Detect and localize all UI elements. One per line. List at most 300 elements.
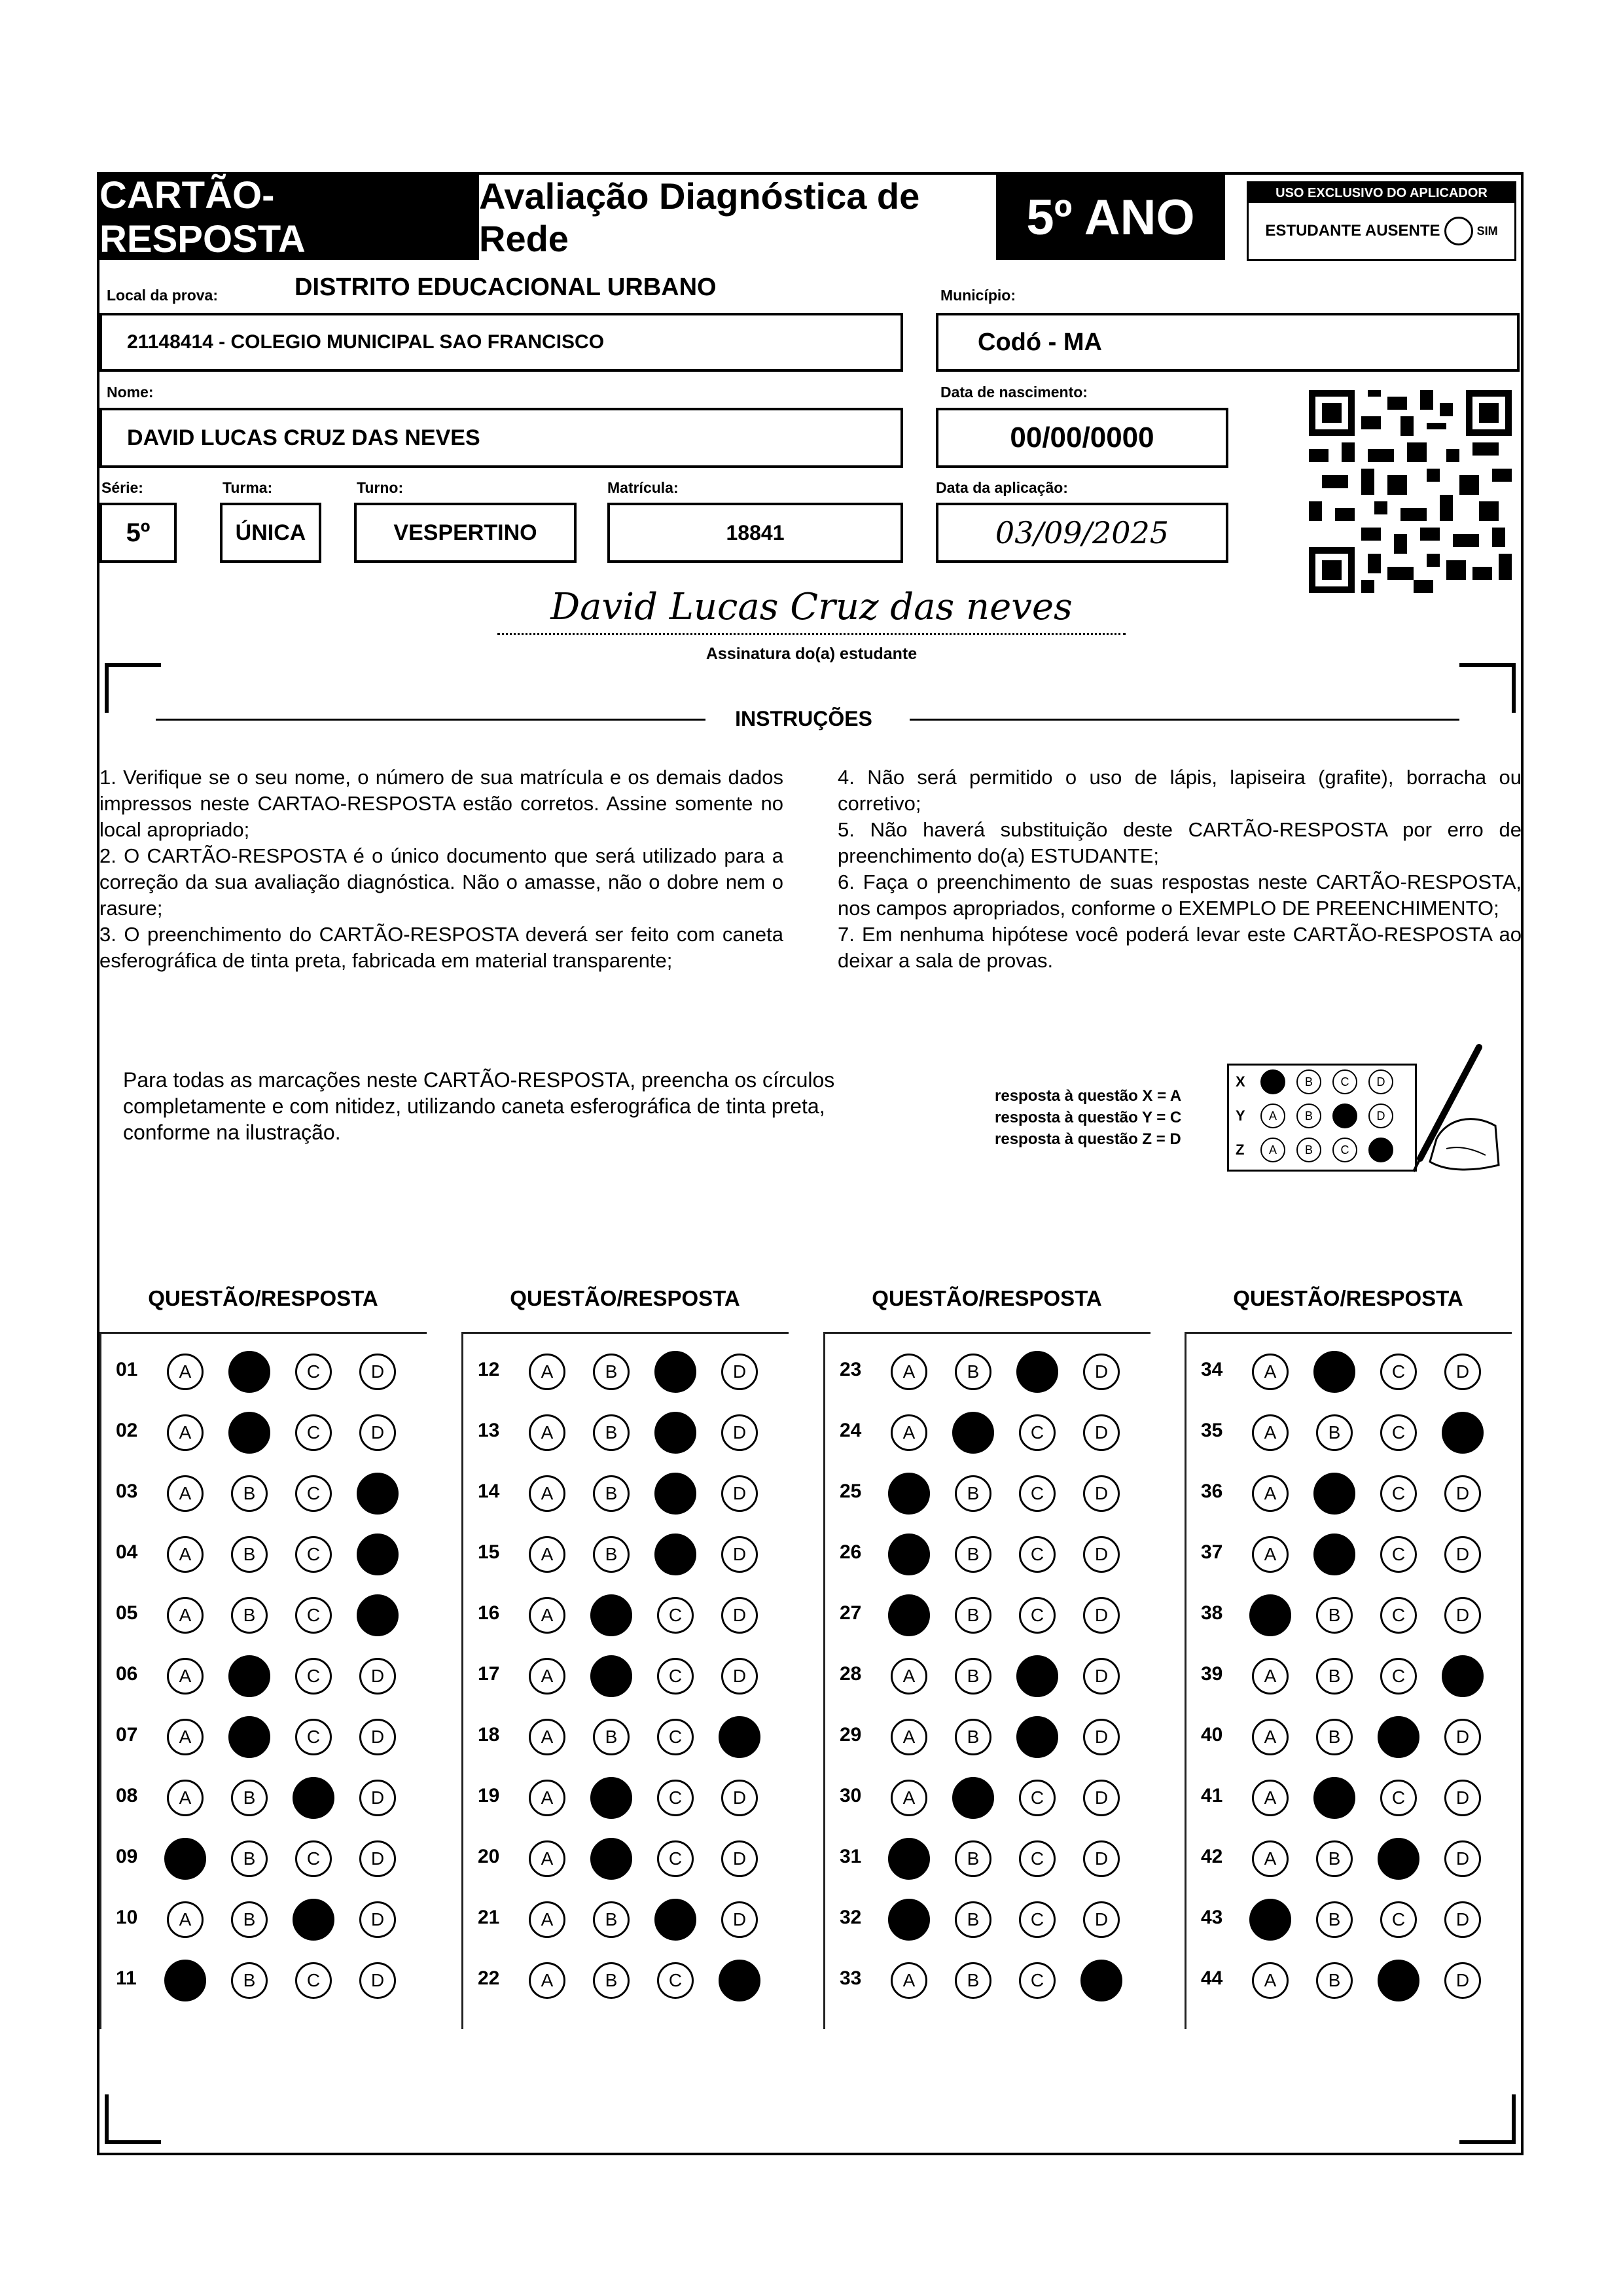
answer-bubble-a[interactable]: A — [1249, 1594, 1291, 1636]
answer-bubble-d[interactable]: D — [1083, 1597, 1120, 1634]
answer-bubble-c[interactable]: C — [1019, 1780, 1056, 1816]
answer-bubble-c[interactable]: C — [654, 1534, 696, 1575]
question-number: 23 — [840, 1359, 862, 1380]
answer-bubble-c[interactable]: C — [657, 1658, 694, 1695]
question-number: 43 — [1201, 1907, 1223, 1928]
answer-row — [463, 1528, 791, 1581]
answer-bubble-a[interactable]: A — [167, 1719, 204, 1755]
example-bubble-d: D — [1368, 1069, 1393, 1094]
answer-bubble-d[interactable]: D — [359, 1962, 396, 1999]
answer-bubble-b[interactable]: B — [1316, 1414, 1353, 1451]
question-number: 05 — [116, 1602, 138, 1624]
answer-bubble-c[interactable]: C — [1019, 1414, 1056, 1451]
answer-bubble-a[interactable]: A — [529, 1597, 565, 1634]
answer-bubble-c[interactable]: C — [1378, 1960, 1419, 2001]
answer-row — [463, 1772, 791, 1824]
answer-bubble-a[interactable]: A — [1252, 1780, 1289, 1816]
answer-bubble-d[interactable]: D — [1083, 1414, 1120, 1451]
answer-bubble-b[interactable]: B — [1316, 1719, 1353, 1755]
local-label: Local da prova: — [107, 287, 218, 304]
instruction-7: 7. Em nenhuma hipótese você poderá levar este CARTÃO-RESPOSTA ao deixar a sala de provas. — [838, 923, 1522, 972]
answer-bubble-a[interactable]: A — [167, 1901, 204, 1938]
answer-bubble-b[interactable]: B — [590, 1838, 632, 1880]
question-number: 11 — [116, 1967, 137, 1989]
answer-bubble-d[interactable]: D — [721, 1840, 758, 1877]
nascimento-label: Data de nascimento: — [940, 384, 1088, 401]
answer-bubble-d[interactable]: D — [719, 1716, 760, 1758]
answer-bubble-d[interactable]: D — [359, 1901, 396, 1938]
instructions-rule-left — [156, 719, 705, 721]
answer-bubble-c[interactable]: C — [295, 1962, 332, 1999]
answer-bubble-b[interactable]: B — [955, 1901, 991, 1938]
answer-bubble-c[interactable]: C — [1016, 1351, 1058, 1393]
question-number: 04 — [116, 1541, 138, 1563]
municipio-label: Município: — [940, 287, 1016, 304]
answer-bubble-a[interactable]: A — [529, 1536, 565, 1573]
answer-bubble-d[interactable]: D — [359, 1414, 396, 1451]
answer-bubble-d[interactable]: D — [1083, 1536, 1120, 1573]
answer-bubble-b[interactable]: B — [955, 1597, 991, 1634]
answer-row — [1186, 1772, 1514, 1824]
answers-column-3 — [823, 1332, 1150, 2029]
question-number: 30 — [840, 1785, 862, 1806]
answer-bubble-b[interactable]: B — [231, 1475, 268, 1512]
answer-row — [463, 1346, 791, 1398]
question-number: 31 — [840, 1846, 862, 1867]
answer-bubble-c[interactable]: C — [1380, 1901, 1417, 1938]
answer-row — [825, 1467, 1152, 1520]
nascimento-field: 00/00/0000 — [936, 408, 1228, 468]
aplicacao-label: Data da aplicação: — [936, 479, 1068, 496]
answer-bubble-d[interactable]: D — [721, 1354, 758, 1390]
answer-bubble-c[interactable]: C — [1016, 1716, 1058, 1758]
answer-bubble-d[interactable]: D — [357, 1534, 399, 1575]
question-number: 01 — [116, 1359, 138, 1380]
turno-label: Turno: — [357, 479, 404, 496]
answer-bubble-a[interactable]: A — [529, 1475, 565, 1512]
answer-bubble-a[interactable]: A — [1252, 1536, 1289, 1573]
example-row-label: Y — [1236, 1107, 1245, 1124]
corner-mark-top-right — [1459, 663, 1516, 713]
signature-line — [497, 633, 1126, 635]
answer-bubble-c[interactable]: C — [657, 1840, 694, 1877]
answer-bubble-a[interactable]: A — [164, 1960, 206, 2001]
answer-bubble-d[interactable]: D — [721, 1658, 758, 1695]
answer-bubble-a[interactable]: A — [167, 1414, 204, 1451]
answer-bubble-d[interactable]: D — [1444, 1780, 1481, 1816]
answer-bubble-a[interactable]: A — [891, 1414, 927, 1451]
legend-y: resposta à questão Y = C — [995, 1109, 1182, 1126]
answer-bubble-b[interactable]: B — [231, 1780, 268, 1816]
answer-row — [1186, 1833, 1514, 1885]
answer-bubble-a[interactable]: A — [1252, 1962, 1289, 1999]
answer-bubble-c[interactable]: C — [295, 1536, 332, 1573]
answer-bubble-b[interactable]: B — [231, 1901, 268, 1938]
answer-bubble-a[interactable]: A — [891, 1354, 927, 1390]
answer-bubble-b[interactable]: B — [231, 1536, 268, 1573]
answer-bubble-c[interactable]: C — [1019, 1536, 1056, 1573]
answer-bubble-a[interactable]: A — [891, 1780, 927, 1816]
answer-bubble-b[interactable]: B — [593, 1901, 630, 1938]
answer-bubble-c[interactable]: C — [1019, 1475, 1056, 1512]
answer-bubble-d[interactable]: D — [721, 1597, 758, 1634]
answer-bubble-c[interactable]: C — [654, 1412, 696, 1454]
answer-bubble-c[interactable]: C — [293, 1899, 334, 1941]
answer-bubble-d[interactable]: D — [1442, 1412, 1484, 1454]
example-bubble-c: C — [1332, 1138, 1357, 1162]
answer-bubble-d[interactable]: D — [1444, 1597, 1481, 1634]
question-number: 38 — [1201, 1602, 1223, 1624]
pen-hand-icon — [1374, 1041, 1505, 1185]
answer-row — [1186, 1589, 1514, 1641]
corner-mark-top-left — [105, 663, 161, 713]
example-row-label: X — [1236, 1073, 1245, 1090]
answer-bubble-d[interactable]: D — [1083, 1354, 1120, 1390]
answer-row — [101, 1467, 429, 1520]
answer-bubble-c[interactable]: C — [1019, 1597, 1056, 1634]
answer-bubble-a[interactable]: A — [167, 1658, 204, 1695]
answer-bubble-d[interactable]: D — [359, 1354, 396, 1390]
answer-bubble-d[interactable]: D — [359, 1780, 396, 1816]
answer-bubble-d[interactable]: D — [721, 1780, 758, 1816]
answer-bubble-b[interactable]: B — [590, 1655, 632, 1697]
answer-bubble-c[interactable]: C — [295, 1597, 332, 1634]
answer-bubble-c[interactable]: C — [1016, 1655, 1058, 1697]
answer-bubble-a[interactable]: A — [529, 1414, 565, 1451]
answer-bubble-c[interactable]: C — [657, 1719, 694, 1755]
answer-bubble-d[interactable]: D — [1080, 1960, 1122, 2001]
answer-bubble-c[interactable]: C — [1380, 1414, 1417, 1451]
answer-bubble-a[interactable]: A — [888, 1473, 930, 1515]
answer-bubble-c[interactable]: C — [1378, 1716, 1419, 1758]
answer-bubble-d[interactable]: D — [1444, 1719, 1481, 1755]
answer-bubble-b[interactable]: B — [228, 1655, 270, 1697]
answer-bubble-a[interactable]: A — [167, 1475, 204, 1512]
answer-row — [463, 1954, 791, 2007]
municipio-field: Codó - MA — [936, 313, 1520, 372]
answer-bubble-c[interactable]: C — [1380, 1780, 1417, 1816]
answer-bubble-d[interactable]: D — [1444, 1962, 1481, 1999]
question-number: 13 — [478, 1420, 500, 1441]
answer-row — [1186, 1528, 1514, 1581]
answer-bubble-b[interactable]: B — [593, 1962, 630, 1999]
question-number: 10 — [116, 1907, 138, 1928]
answer-bubble-c[interactable]: C — [1019, 1840, 1056, 1877]
example-bubble-d: D — [1368, 1103, 1393, 1128]
instruction-2: 2. O CARTÃO-RESPOSTA é o único documento que será utilizado para a correção da sua avaliação diagnóstica. Não o amasse, não o dobre nem o rasure; — [99, 844, 783, 920]
example-bubble-c: C — [1332, 1069, 1357, 1094]
answer-row — [1186, 1407, 1514, 1459]
answer-bubble-b[interactable]: B — [1313, 1777, 1355, 1819]
answer-bubble-a[interactable]: A — [1252, 1658, 1289, 1695]
answer-bubble-a[interactable]: A — [888, 1838, 930, 1880]
answer-bubble-a[interactable]: A — [167, 1780, 204, 1816]
answer-bubble-b[interactable]: B — [955, 1962, 991, 1999]
answer-bubble-c[interactable]: C — [295, 1414, 332, 1451]
answer-bubble-b[interactable]: B — [955, 1354, 991, 1390]
answer-bubble-b[interactable]: B — [228, 1716, 270, 1758]
question-number: 27 — [840, 1602, 862, 1624]
answer-bubble-c[interactable]: C — [657, 1780, 694, 1816]
answer-bubble-a[interactable]: A — [529, 1354, 565, 1390]
applicator-box — [1247, 181, 1516, 261]
answer-bubble-a[interactable]: A — [891, 1719, 927, 1755]
answer-bubble-b[interactable]: B — [1316, 1901, 1353, 1938]
answers-column-title-4: QUESTÃO/RESPOSTA — [1233, 1286, 1463, 1310]
answer-bubble-a[interactable]: A — [167, 1354, 204, 1390]
question-number: 32 — [840, 1907, 862, 1928]
answer-bubble-c[interactable]: C — [1380, 1354, 1417, 1390]
question-number: 40 — [1201, 1724, 1223, 1746]
answer-bubble-b[interactable]: B — [590, 1594, 632, 1636]
question-number: 24 — [840, 1420, 862, 1441]
aplicacao-field: 03/09/2025 — [936, 503, 1228, 563]
answers-column-2 — [461, 1332, 789, 2029]
example-bubble-b: B — [1296, 1103, 1321, 1128]
answer-bubble-d[interactable]: D — [721, 1536, 758, 1573]
answer-bubble-a[interactable]: A — [529, 1840, 565, 1877]
example-row-label: Z — [1236, 1141, 1245, 1158]
answers-column-title-3: QUESTÃO/RESPOSTA — [872, 1286, 1102, 1310]
answer-bubble-a[interactable]: A — [891, 1658, 927, 1695]
answer-bubble-a[interactable]: A — [1249, 1899, 1291, 1941]
answer-row — [825, 1893, 1152, 1946]
answer-bubble-c[interactable]: C — [1380, 1658, 1417, 1695]
fill-example-text: Para todas as marcações neste CARTÃO-RESPOSTA, preencha os círculos completamente e com nitidez, utilizando caneta esferográfica de tinta preta, conforme na ilustração. — [123, 1068, 835, 1144]
answer-bubble-b[interactable]: B — [1313, 1351, 1355, 1393]
answer-row — [825, 1346, 1152, 1398]
answer-bubble-b[interactable]: B — [231, 1840, 268, 1877]
answer-bubble-d[interactable]: D — [1083, 1475, 1120, 1512]
example-bubble-b: B — [1296, 1138, 1321, 1162]
instruction-4: 4. Não será permitido o uso de lápis, lapiseira (grafite), borracha ou corretivo; — [838, 766, 1522, 815]
answer-bubble-d[interactable]: D — [1083, 1719, 1120, 1755]
answer-bubble-c[interactable]: C — [295, 1354, 332, 1390]
answer-bubble-a[interactable]: A — [167, 1536, 204, 1573]
answer-bubble-c[interactable]: C — [1380, 1597, 1417, 1634]
answer-bubble-a[interactable]: A — [164, 1838, 206, 1880]
answer-bubble-a[interactable]: A — [888, 1594, 930, 1636]
question-number: 12 — [478, 1359, 500, 1380]
matricula-label: Matrícula: — [607, 479, 679, 496]
answer-row — [463, 1833, 791, 1885]
answer-bubble-d[interactable]: D — [1083, 1780, 1120, 1816]
answer-bubble-b[interactable]: B — [1316, 1658, 1353, 1695]
answer-row — [825, 1528, 1152, 1581]
answer-bubble-c[interactable]: C — [654, 1899, 696, 1941]
answer-bubble-a[interactable]: A — [529, 1780, 565, 1816]
answer-bubble-d[interactable]: D — [1444, 1901, 1481, 1938]
answer-row — [825, 1954, 1152, 2007]
answer-bubble-b[interactable]: B — [228, 1412, 270, 1454]
question-number: 37 — [1201, 1541, 1223, 1563]
instructions-right — [838, 764, 1522, 974]
answer-bubble-d[interactable]: D — [1083, 1840, 1120, 1877]
answer-row — [825, 1711, 1152, 1763]
answer-bubble-d[interactable]: D — [357, 1594, 399, 1636]
answer-bubble-d[interactable]: D — [719, 1960, 760, 2001]
answer-bubble-c[interactable]: C — [295, 1658, 332, 1695]
qr-code-icon — [1309, 390, 1512, 593]
answer-bubble-c[interactable]: C — [657, 1597, 694, 1634]
answer-bubble-b[interactable]: B — [955, 1719, 991, 1755]
answer-bubble-d[interactable]: D — [359, 1658, 396, 1695]
question-number: 34 — [1201, 1359, 1223, 1380]
answer-bubble-b[interactable]: B — [955, 1658, 991, 1695]
answer-bubble-b[interactable]: B — [593, 1354, 630, 1390]
answer-row — [825, 1589, 1152, 1641]
answer-bubble-c[interactable]: C — [654, 1351, 696, 1393]
local-value: DISTRITO EDUCACIONAL URBANO — [294, 274, 717, 301]
answer-bubble-b[interactable]: B — [1316, 1840, 1353, 1877]
instructions-left — [99, 764, 783, 974]
answer-row — [1186, 1467, 1514, 1520]
instruction-6: 6. Faça o preenchimento de suas respostas neste CARTÃO-RESPOSTA, nos campos apropriados, conforme o EXEMPLO DE PREENCHIMENTO; — [838, 870, 1522, 920]
answer-bubble-b[interactable]: B — [590, 1777, 632, 1819]
answer-bubble-a[interactable]: A — [1252, 1475, 1289, 1512]
answer-row — [463, 1589, 791, 1641]
signature-label: Assinatura do(a) estudante — [705, 645, 918, 663]
answer-bubble-d[interactable]: D — [1444, 1536, 1481, 1573]
answer-bubble-d[interactable]: D — [1444, 1475, 1481, 1512]
question-number: 36 — [1201, 1480, 1223, 1502]
answer-bubble-b[interactable]: B — [593, 1719, 630, 1755]
answer-bubble-b[interactable]: B — [955, 1536, 991, 1573]
question-number: 02 — [116, 1420, 138, 1441]
answer-bubble-b[interactable]: B — [1313, 1534, 1355, 1575]
answer-bubble-a[interactable]: A — [529, 1962, 565, 1999]
grade-badge: 5º ANO — [996, 175, 1225, 260]
answer-bubble-a[interactable]: A — [529, 1658, 565, 1695]
answer-bubble-a[interactable]: A — [1252, 1719, 1289, 1755]
answers-column-title-1: QUESTÃO/RESPOSTA — [148, 1286, 378, 1310]
answer-bubble-c[interactable]: C — [1380, 1475, 1417, 1512]
instruction-5: 5. Não haverá substituição deste CARTÃO-RESPOSTA por erro de preenchimento do(a) ESTUDANTE; — [838, 818, 1522, 867]
answer-bubble-d[interactable]: D — [359, 1840, 396, 1877]
answer-bubble-c[interactable]: C — [654, 1473, 696, 1515]
answer-bubble-c[interactable]: C — [1380, 1536, 1417, 1573]
turma-label: Turma: — [223, 479, 273, 496]
answer-bubble-d[interactable]: D — [721, 1414, 758, 1451]
answer-bubble-d[interactable]: D — [359, 1719, 396, 1755]
answer-bubble-b[interactable]: B — [231, 1597, 268, 1634]
answer-row — [1186, 1711, 1514, 1763]
answer-row — [101, 1711, 429, 1763]
answer-bubble-c[interactable]: C — [295, 1475, 332, 1512]
answer-bubble-d[interactable]: D — [1444, 1840, 1481, 1877]
answer-row — [101, 1772, 429, 1824]
answer-row — [1186, 1893, 1514, 1946]
question-number: 42 — [1201, 1846, 1223, 1867]
matricula-field: 18841 — [607, 503, 903, 563]
answer-bubble-c[interactable]: C — [295, 1840, 332, 1877]
answer-bubble-a[interactable]: A — [1252, 1354, 1289, 1390]
absent-label: ESTUDANTE AUSENTE — [1265, 222, 1440, 240]
answer-bubble-b[interactable]: B — [952, 1412, 994, 1454]
answer-bubble-c[interactable]: C — [1378, 1838, 1419, 1880]
answer-row — [825, 1772, 1152, 1824]
answer-bubble-b[interactable]: B — [1316, 1597, 1353, 1634]
example-bubble-c: C — [1332, 1103, 1357, 1128]
answer-row — [825, 1650, 1152, 1702]
answer-row — [101, 1528, 429, 1581]
answer-row — [463, 1893, 791, 1946]
answer-bubble-a[interactable]: A — [1252, 1840, 1289, 1877]
example-bubble-a: A — [1260, 1138, 1285, 1162]
answer-bubble-b[interactable]: B — [593, 1414, 630, 1451]
answer-bubble-b[interactable]: B — [593, 1536, 630, 1573]
instruction-1: 1. Verifique se o seu nome, o número de sua matrícula e os demais dados impressos neste CARTAO-RESPOSTA estão corretos. Assine somente no local apropriado; — [99, 766, 783, 841]
answer-bubble-c[interactable]: C — [657, 1962, 694, 1999]
example-bubble-a: A — [1260, 1069, 1285, 1094]
question-number: 19 — [478, 1785, 500, 1806]
question-number: 18 — [478, 1724, 500, 1746]
answer-bubble-b[interactable]: B — [593, 1475, 630, 1512]
serie-label: Série: — [101, 479, 143, 496]
answer-bubble-d[interactable]: D — [721, 1475, 758, 1512]
question-number: 20 — [478, 1846, 500, 1867]
answer-bubble-c[interactable]: C — [293, 1777, 334, 1819]
answer-bubble-a[interactable]: A — [167, 1597, 204, 1634]
answer-bubble-d[interactable]: D — [1444, 1354, 1481, 1390]
answer-bubble-b[interactable]: B — [955, 1475, 991, 1512]
answer-bubble-b[interactable]: B — [955, 1840, 991, 1877]
answer-bubble-d[interactable]: D — [357, 1473, 399, 1515]
school-field: 21148414 - COLEGIO MUNICIPAL SAO FRANCISCO — [99, 313, 903, 372]
answer-row — [101, 1893, 429, 1946]
legend-x: resposta à questão X = A — [995, 1087, 1182, 1105]
answer-bubble-a[interactable]: A — [529, 1901, 565, 1938]
answer-bubble-d[interactable]: D — [721, 1901, 758, 1938]
instruction-3: 3. O preenchimento do CARTÃO-RESPOSTA deverá ser feito com caneta esferográfica de tinta preta, fabricada em material transparente; — [99, 923, 783, 972]
answers-column-1 — [99, 1332, 427, 2029]
answer-bubble-b[interactable]: B — [1316, 1962, 1353, 1999]
answer-bubble-d[interactable]: D — [1083, 1658, 1120, 1695]
question-number: 41 — [1201, 1785, 1223, 1806]
corner-mark-bottom-left — [105, 2094, 161, 2144]
answer-bubble-a[interactable]: A — [891, 1962, 927, 1999]
absent-checkbox[interactable] — [1444, 217, 1473, 245]
answer-bubble-d[interactable]: D — [1442, 1655, 1484, 1697]
answer-bubble-d[interactable]: D — [1083, 1901, 1120, 1938]
question-number: 35 — [1201, 1420, 1223, 1441]
answer-bubble-b[interactable]: B — [952, 1777, 994, 1819]
answer-bubble-c[interactable]: C — [295, 1719, 332, 1755]
answer-bubble-a[interactable]: A — [1252, 1414, 1289, 1451]
question-number: 17 — [478, 1663, 500, 1685]
answer-bubble-b[interactable]: B — [1313, 1473, 1355, 1515]
question-number: 29 — [840, 1724, 862, 1746]
nome-label: Nome: — [107, 384, 154, 401]
turma-field: ÚNICA — [220, 503, 321, 563]
answer-bubble-c[interactable]: C — [1019, 1962, 1056, 1999]
answer-row — [101, 1954, 429, 2007]
answer-row — [101, 1833, 429, 1885]
question-number: 26 — [840, 1541, 862, 1563]
answer-bubble-c[interactable]: C — [1019, 1901, 1056, 1938]
question-number: 33 — [840, 1967, 862, 1989]
answer-bubble-b[interactable]: B — [228, 1351, 270, 1393]
question-number: 15 — [478, 1541, 500, 1563]
answer-row — [1186, 1954, 1514, 2007]
answer-bubble-b[interactable]: B — [231, 1962, 268, 1999]
answer-bubble-a[interactable]: A — [888, 1899, 930, 1941]
question-number: 44 — [1201, 1967, 1223, 1989]
answer-bubble-a[interactable]: A — [888, 1534, 930, 1575]
answer-bubble-a[interactable]: A — [529, 1719, 565, 1755]
serie-field: 5º — [99, 503, 177, 563]
card-title: CARTÃO-RESPOSTA — [99, 175, 479, 260]
